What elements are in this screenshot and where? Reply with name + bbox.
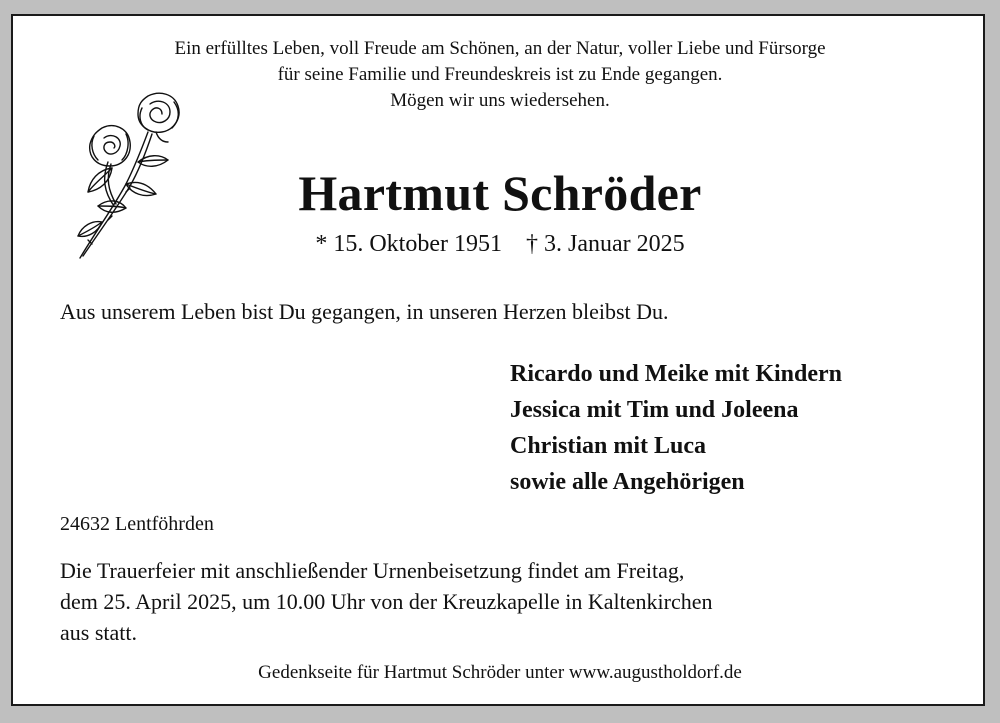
mourner-line: Jessica mit Tim und Joleena bbox=[510, 397, 799, 423]
memorial-page-footer: Gedenkseite für Hartmut Schröder unter www.augustholdorf.de bbox=[258, 662, 742, 683]
life-dates bbox=[0, 228, 1000, 260]
birth-date: * 15. Oktober 1951 bbox=[315, 231, 502, 257]
service-line-2: dem 25. April 2025, um 10.00 Uhr von der Kreuzkapelle in Kaltenkirchen bbox=[60, 589, 713, 614]
service-line-3: aus statt. bbox=[60, 620, 137, 645]
intro-line-2: für seine Familie und Freundeskreis ist zu Ende gegangen. bbox=[277, 64, 723, 85]
intro-line-3: Mögen wir uns wiedersehen. bbox=[390, 90, 610, 111]
mourners-list bbox=[510, 356, 842, 500]
memorial-quote: Aus unserem Leben bist Du gegangen, in unseren Herzen bleibst Du. bbox=[60, 299, 669, 324]
place-of-residence: 24632 Lentföhrden bbox=[60, 513, 214, 535]
service-line-1: Die Trauerfeier mit anschließender Urnenbeisetzung findet am Freitag, bbox=[60, 558, 685, 583]
funeral-service-info bbox=[60, 555, 713, 648]
intro-line-1: Ein erfülltes Leben, voll Freude am Schönen, an der Natur, voller Liebe und Fürsorge bbox=[174, 38, 826, 59]
deceased-name: Hartmut Schröder bbox=[298, 165, 702, 221]
death-date: † 3. Januar 2025 bbox=[526, 231, 685, 257]
mourner-line: Christian mit Luca bbox=[510, 433, 707, 459]
mourner-line: Ricardo und Meike mit Kindern bbox=[510, 361, 843, 387]
mourner-line: sowie alle Angehörigen bbox=[510, 469, 745, 495]
